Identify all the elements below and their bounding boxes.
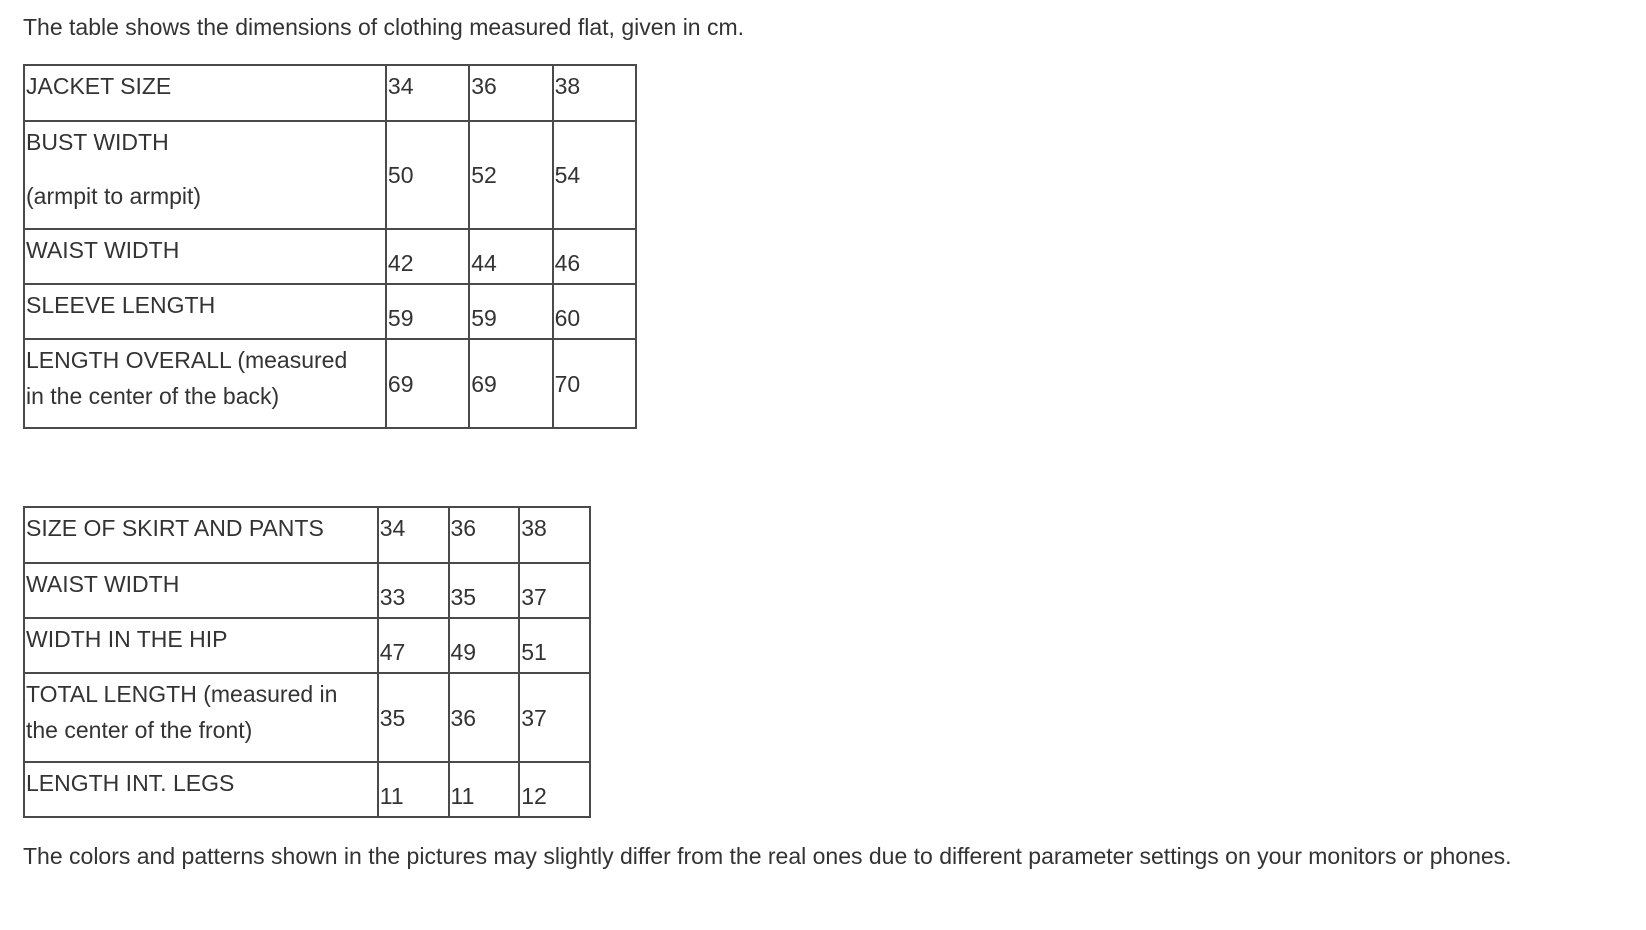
row-label: SLEEVE LENGTH [24, 284, 386, 339]
row-label-line: BUST WIDTH [26, 129, 169, 155]
table-cell: 50 [386, 121, 469, 229]
disclaimer-text: The colors and patterns shown in the pictures may slightly differ from the real ones due to different parameter settings on your monitors or phones. [23, 843, 1512, 869]
jacket-size-table [23, 64, 637, 429]
size-header-cell: 38 [519, 507, 590, 563]
table-cell: 33 [378, 563, 449, 618]
table-cell: 11 [449, 762, 520, 817]
row-label-line: (armpit to armpit) [26, 183, 202, 209]
table-cell: 36 [449, 673, 520, 762]
table-cell: 37 [519, 673, 590, 762]
table-cell: 46 [553, 229, 636, 284]
size-header-cell: 38 [553, 65, 636, 121]
size-header-cell: 36 [449, 507, 520, 563]
intro-text: The table shows the dimensions of clothing measured flat, given in cm. [23, 14, 745, 40]
row-label-line: in the center of the back) [26, 383, 280, 409]
table-cell: 69 [469, 339, 552, 428]
table-row [24, 229, 636, 284]
table-row [24, 563, 590, 618]
table-row [24, 284, 636, 339]
table-row [24, 762, 590, 817]
table-cell: 69 [386, 339, 469, 428]
table-cell: 60 [553, 284, 636, 339]
table-row [24, 673, 590, 762]
size-header-cell: 34 [378, 507, 449, 563]
skirt-pants-size-table [23, 506, 591, 818]
table-cell: 47 [378, 618, 449, 673]
table-cell: 42 [386, 229, 469, 284]
row-label [24, 121, 386, 229]
row-label-line: the center of the front) [26, 717, 253, 743]
row-label-line: LENGTH OVERALL (measured [26, 347, 348, 373]
row-label: LENGTH INT. LEGS [24, 762, 378, 817]
table-row [24, 121, 636, 229]
table-cell: 44 [469, 229, 552, 284]
row-label: WIDTH IN THE HIP [24, 618, 378, 673]
table-row [24, 65, 636, 121]
table-cell: 52 [469, 121, 552, 229]
row-label [24, 339, 386, 428]
table-cell: 37 [519, 563, 590, 618]
table-row [24, 618, 590, 673]
table-cell: 54 [553, 121, 636, 229]
table-row [24, 339, 636, 428]
table-cell: 35 [378, 673, 449, 762]
table-cell: 59 [469, 284, 552, 339]
size-header-cell: 36 [469, 65, 552, 121]
table-cell: 49 [449, 618, 520, 673]
table-row [24, 507, 590, 563]
table-cell: 11 [378, 762, 449, 817]
size-header-cell: 34 [386, 65, 469, 121]
row-label [24, 673, 378, 762]
table-cell: 35 [449, 563, 520, 618]
table-cell: 59 [386, 284, 469, 339]
jacket-size-header: JACKET SIZE [24, 65, 386, 121]
row-label-line: TOTAL LENGTH (measured in [26, 681, 338, 707]
row-label: WAIST WIDTH [24, 229, 386, 284]
row-label: WAIST WIDTH [24, 563, 378, 618]
table-cell: 12 [519, 762, 590, 817]
table-cell: 51 [519, 618, 590, 673]
table-cell: 70 [553, 339, 636, 428]
skirt-size-header: SIZE OF SKIRT AND PANTS [24, 507, 378, 563]
